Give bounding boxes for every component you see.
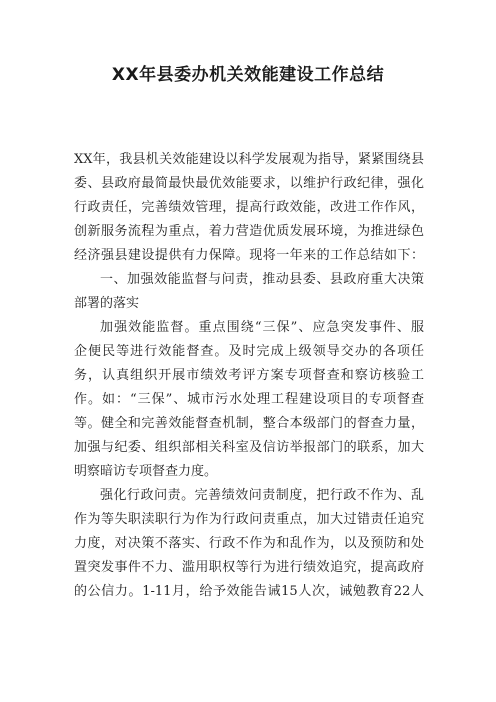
body-line: 作为等失职渎职行为作为行政问责重点，加大过错责任追究 — [74, 512, 424, 527]
body-line: 委、县政府最简最快最优效能要求，以维护行政纪律，强化 — [74, 176, 424, 191]
section-heading-line: 一、加强效能监督与问责，推动县委、县政府重大决策 — [100, 272, 424, 287]
body-line: 力度，对决策不落实、行政不作为和乱作为，以及预防和处 — [74, 536, 424, 551]
body-line: 等。健全和完善效能督查机制，整合本级部门的督查力量， — [74, 416, 424, 431]
document-body — [74, 148, 424, 604]
body-line: 明察暗访专项督查力度。 — [74, 464, 218, 479]
body-line: 加强与纪委、组织部相关科室及信访举报部门的联系，加大 — [74, 440, 424, 455]
body-line: 企便民等进行效能督查。及时完成上级领导交办的各项任 — [74, 344, 424, 359]
body-line: 务，认真组织开展市绩效考评方案专项督查和察访核验工 — [74, 368, 424, 383]
body-line: 行政责任，完善绩效管理，提高行政效能，改进工作作风， — [74, 200, 424, 215]
body-line: 创新服务流程为重点，着力营造优质发展环境，为推进绿色 — [74, 224, 424, 239]
document-title: XX年县委办机关效能建设工作总结 — [111, 65, 385, 85]
body-line: 强化行政问责。完善绩效问责制度，把行政不作为、乱 — [100, 488, 424, 503]
body-line: 的公信力。1-11月，给予效能告诫15人次，诫勉教育22人 — [74, 584, 424, 599]
body-line: XX年，我县机关效能建设以科学发展观为指导，紧紧围绕县 — [74, 152, 424, 167]
section-heading-line: 部署的落实 — [74, 296, 140, 311]
body-line: 置突发事件不力、滥用职权等行为进行绩效追究，提高政府 — [74, 560, 424, 575]
body-line: 经济强县建设提供有力保障。现将一年来的工作总结如下： — [74, 248, 424, 263]
body-line: 作。如：“三保”、城市污水处理工程建设项目的专项督查 — [74, 392, 424, 407]
body-line: 加强效能监督。重点围绕“三保”、应急突发事件、服 — [100, 320, 424, 335]
